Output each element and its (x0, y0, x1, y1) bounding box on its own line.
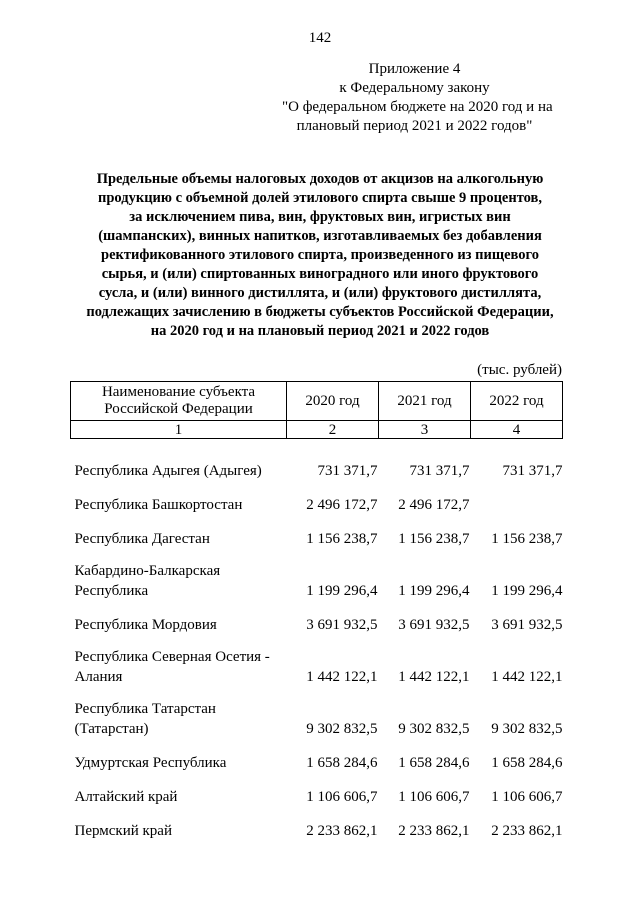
appendix-line: Приложение 4 (368, 61, 461, 77)
value-2022: 1 156 238,7 (491, 530, 563, 547)
value-2020: 2 233 862,1 (306, 822, 378, 839)
appendix-header (282, 60, 553, 136)
header-subject-line1: Наименование субъекта (101, 384, 256, 400)
subject-name: Удмуртская Республика (74, 754, 227, 771)
value-2020: 2 496 172,7 (306, 496, 378, 513)
table-row (71, 773, 563, 807)
title-line: сусла, и (или) винного дистиллята, и (или) фруктового дистиллята, (98, 285, 542, 301)
value-2022: 1 658 284,6 (491, 754, 563, 771)
subject-name: Республика Татарстан (Татарстан) (74, 700, 216, 737)
subject-name: Республика Северная Осетия - Алания (74, 648, 270, 685)
table-row (71, 439, 563, 481)
value-2020: 9 302 832,5 (306, 720, 378, 737)
value-2021: 1 658 284,6 (398, 754, 470, 771)
header-2020: 2020 год (287, 382, 379, 421)
title-line: (шампанских), винных напитков, изготавливаемых без добавления (98, 228, 542, 244)
title-line: на 2020 год и на плановый период 2021 и 2022 годов (150, 323, 490, 339)
value-2021: 1 156 238,7 (398, 530, 470, 547)
value-2021: 1 199 296,4 (398, 582, 470, 599)
budget-table (70, 381, 563, 841)
table-body (71, 439, 563, 841)
value-2021: 1 106 606,7 (398, 788, 470, 805)
page-number: 142 (308, 30, 332, 46)
subject-name: Республика Дагестан (74, 530, 210, 547)
header-subject-line2: Российской Федерации (104, 401, 253, 417)
value-2022 (471, 481, 563, 515)
subject-name: Республика Мордовия (74, 616, 217, 633)
title-line: Предельные объемы налоговых доходов от акцизов на алкогольную (96, 171, 544, 187)
appendix-line: плановый период 2021 и 2022 годов" (296, 118, 533, 134)
table-row (71, 549, 563, 601)
value-2020: 1 106 606,7 (306, 788, 378, 805)
value-2020: 1 156 238,7 (306, 530, 378, 547)
subject-name: Пермский край (74, 822, 172, 839)
value-2021: 2 233 862,1 (398, 822, 470, 839)
value-2021: 2 496 172,7 (398, 496, 470, 513)
value-2022: 9 302 832,5 (491, 720, 563, 737)
header-subject (71, 382, 287, 421)
value-2020: 1 442 122,1 (306, 668, 378, 685)
value-2021: 3 691 932,5 (398, 616, 470, 633)
header-2022: 2022 год (471, 382, 563, 421)
value-2022: 2 233 862,1 (491, 822, 563, 839)
value-2021: 9 302 832,5 (398, 720, 470, 737)
appendix-line: к Федеральному закону (339, 80, 490, 96)
value-2020: 3 691 932,5 (306, 616, 378, 633)
value-2020: 1 199 296,4 (306, 582, 378, 599)
subject-name: Алтайский край (74, 788, 178, 805)
column-number: 2 (287, 421, 379, 439)
column-number: 3 (379, 421, 471, 439)
table-row (71, 515, 563, 549)
value-2021: 1 442 122,1 (398, 668, 470, 685)
units-label: (тыс. рублей) (477, 362, 562, 378)
value-2022: 731 371,7 (502, 462, 563, 479)
table-row (71, 807, 563, 841)
value-2022: 3 691 932,5 (491, 616, 563, 633)
title-line: сырья, и (или) спиртованных виноградного или иного фруктового (101, 266, 539, 282)
table-row (71, 635, 563, 687)
header-2021: 2021 год (379, 382, 471, 421)
value-2021: 731 371,7 (409, 462, 470, 479)
table-row (71, 687, 563, 739)
document-title (60, 170, 580, 341)
table-row (71, 601, 563, 635)
subject-name: Кабардино-Балкарская Республика (74, 562, 221, 599)
title-line: ректификованного этилового спирта, произведенного из пищевого (101, 247, 539, 263)
column-number: 4 (471, 421, 563, 439)
table-row (71, 481, 563, 515)
title-line: подлежащих зачислению в бюджеты субъектов Российской Федерации, (86, 304, 554, 320)
value-2022: 1 106 606,7 (491, 788, 563, 805)
subject-name: Республика Адыгея (Адыгея) (74, 462, 262, 479)
value-2022: 1 199 296,4 (491, 582, 563, 599)
subject-name: Республика Башкортостан (74, 496, 243, 513)
column-number: 1 (71, 421, 287, 439)
value-2020: 1 658 284,6 (306, 754, 378, 771)
title-line: за исключением пива, вин, фруктовых вин, игристых вин (129, 209, 511, 225)
appendix-line: "О федеральном бюджете на 2020 год и на (282, 99, 553, 115)
value-2020: 731 371,7 (317, 462, 378, 479)
title-line: продукцию с объемной долей этилового спирта свыше 9 процентов, (98, 190, 542, 206)
value-2022: 1 442 122,1 (491, 668, 563, 685)
table-row (71, 739, 563, 773)
